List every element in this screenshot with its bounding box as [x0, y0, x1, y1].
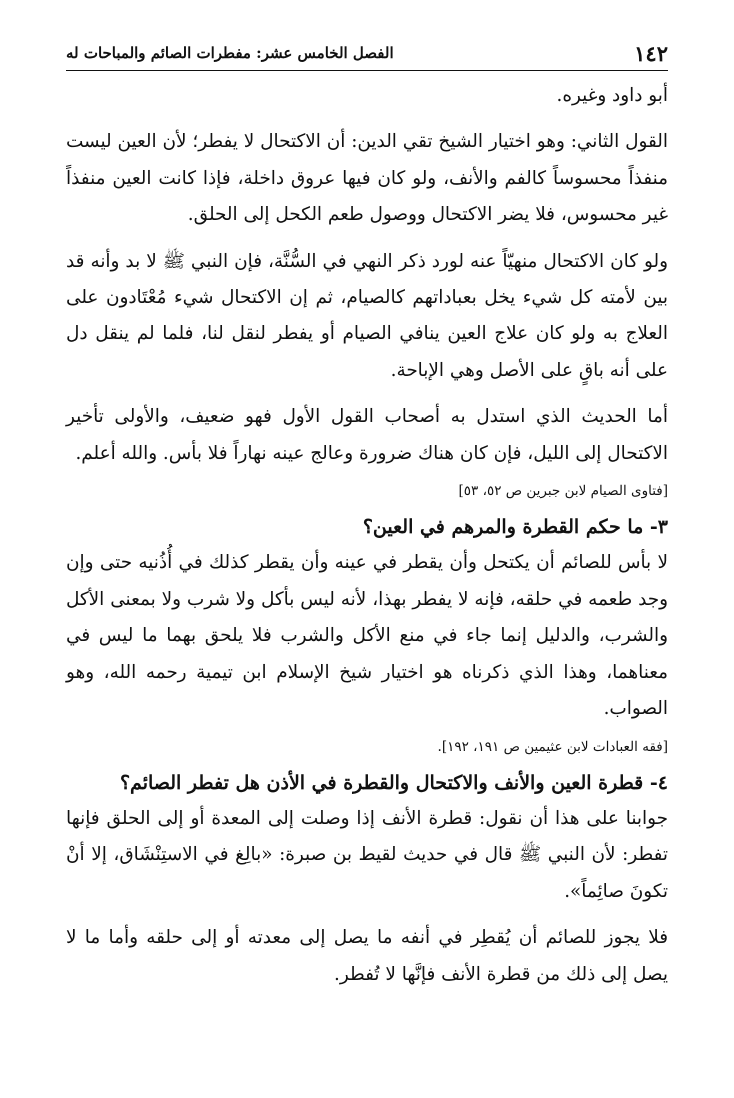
- paragraph: ولو كان الاكتحال منهيّاً عنه لورد ذكر النهي في السُّنَّة، فإن النبي ﷺ لا بد وأنه قد بين لأمته كل شيء يخل بعباداتهم كالصيام، ثم إن الاكتحال شيء مُعْتَادون على العلاج به ولو كان علاج العين ينافي الصيام أو يفطر لنقل لنا، فلما لم ينقل دل على أنه باقٍ على الأصل وهي الإباحة.: [66, 250, 668, 381]
- paragraph: القول الثاني: وهو اختيار الشيخ تقي الدين: أن الاكتحال لا يفطر؛ لأن العين ليست منفذاً محسوساً كالفم والأنف، ولو كان فيها عروق داخلة، فإذا كانت العين منفذاً غير محسوس، فلا يضر الاكتحال ووصول طعم الكحل إلى الحلق.: [66, 131, 668, 226]
- paragraph: فلا يجوز للصائم أن يُقطِر في أنفه ما يصل إلى معدته أو إلى حلقه وأما ما لا يصل إلى ذلك من قطرة الأنف فإنَّها لا تُفطر.: [66, 927, 668, 985]
- section-heading: ٣- ما حكم القطرة والمرهم في العين؟: [362, 516, 668, 539]
- paragraph: جوابنا على هذا أن نقول: قطرة الأنف إذا وصلت إلى المعدة أو إلى الحلق فإنها تفطر: لأن النبي ﷺ قال في حديث لقيط بن صبرة: «بالِغ في الاستِنْشَاق، إلا أنْ تكونَ صائِماً».: [66, 807, 668, 902]
- running-title: الفصل الخامس عشر: مفطرات الصائم والمباحات له: [66, 44, 394, 62]
- citation: [فتاوى الصيام لابن جبرين ص ٥٢، ٥٣]: [458, 483, 668, 500]
- page-number: ١٤٢: [634, 40, 668, 66]
- paragraph: أما الحديث الذي استدل به أصحاب القول الأول فهو ضعيف، والأولى تأخير الاكتحال إلى الليل، فإن كان هناك ضرورة وعالج عينه نهاراً فلا بأس. والله أعلم.: [66, 406, 668, 464]
- page-header: [66, 36, 668, 71]
- paragraph: لا بأس للصائم أن يكتحل وأن يقطر في عينه وأن يقطر كذلك في أُذُنيه حتى وإن وجد طعمه في حلقه، فإنه لا يفطر بهذا، لأنه ليس بأكل ولا شرب ولا بمعنى الأكل والشرب، والدليل إنما جاء في منع الأكل والشرب فلا يلحق بهما ما ليس في معناهما، وهذا الذي ذكرناه هو اختيار شيخ الإسلام ابن تيمية رحمه الله، وهو الصواب.: [66, 552, 668, 720]
- section-heading: ٤- قطرة العين والأنف والاكتحال والقطرة في الأذن هل تفطر الصائم؟: [119, 771, 668, 794]
- citation: [فقه العبادات لابن عثيمين ص ١٩١، ١٩٢].: [437, 738, 668, 755]
- paragraph: أبو داود وغيره.: [556, 85, 668, 106]
- page-body: [66, 78, 668, 993]
